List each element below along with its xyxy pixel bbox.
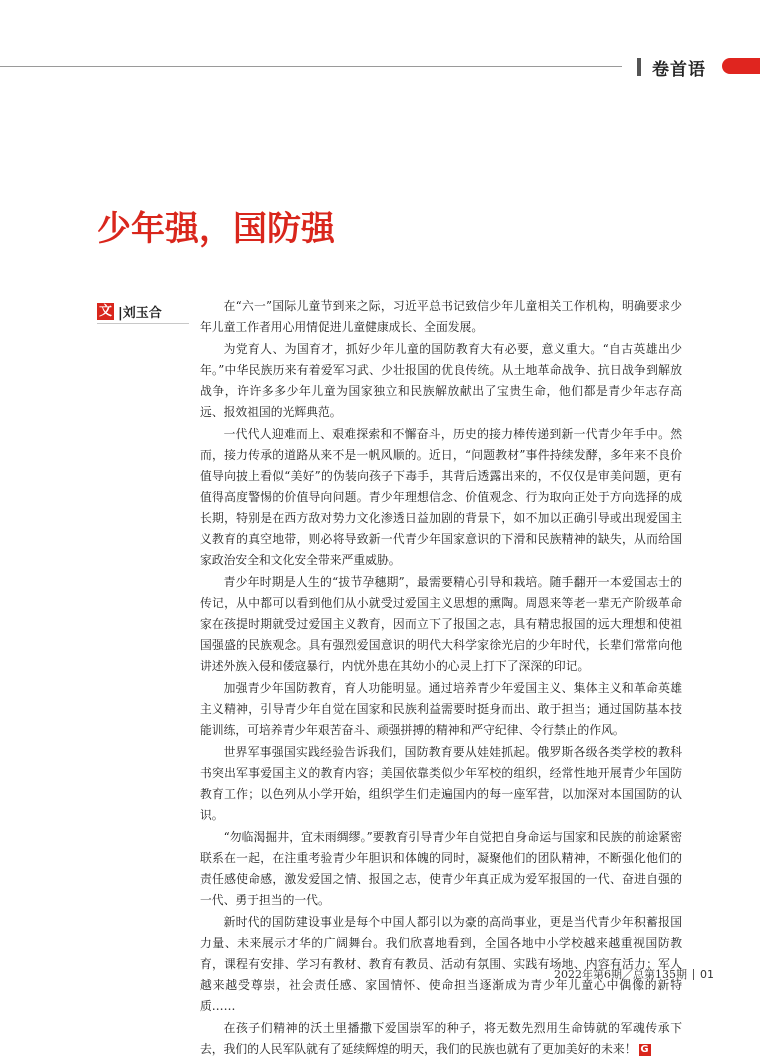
issue-info: 2022年第6期／总第135期: [554, 968, 687, 981]
page-number: 01: [700, 967, 714, 981]
header-divider-bar: [637, 58, 641, 76]
paragraph-9: [200, 1018, 682, 1060]
paragraph-4: 青少年时期是人生的“拔节孕穗期”，最需要精心引导和栽培。随手翻开一本爱国志士的传记，从中都可以看到他们从小就受过爱国主义思想的熏陶。周恩来等老一辈无产阶级革命家在孩提时期就受过爱国主义教育，因而立下了报国之志，具有精忠报国的远大理想和使祖国强盛的民族观念。具有强烈爱国意识的明代大科学家徐光启的少年时代，长辈们常常向他讲述外族入侵和倭寇暴行，内忧外患在其幼小的心灵上打下了深深的印记。: [200, 575, 682, 673]
paragraph-3: 一代代人迎难而上、艰难探索和不懈奋斗，历史的接力棒传递到新一代青少年手中。然而，接力传承的道路从来不是一帆风顺的。近日，“问题教材”事件持续发酵，多年来不良价值导向披上看似“美好”的伪装向孩子下毒手，其背后透露出来的，不仅仅是审美问题，更有值得高度警惕的价值导向问题。青少年理想信念、价值观念、行为取向正处于方向选择的成长期，特别是在西方敌对势力文化渗透日益加剧的背景下，如不加以正确引导或出现爱国主义教育的真空地带，则必将导致新一代青少年国家意识的下滑和民族精神的缺失，从而给国家政治安全和文化安全带来严重威胁。: [200, 427, 682, 567]
end-mark-icon: G: [640, 1044, 649, 1055]
article-body: [200, 296, 682, 1061]
byline: [97, 302, 162, 321]
paragraph-9-text: 在孩子们精神的沃土里播撒下爱国崇军的种子，将无数先烈用生命铸就的军魂传承下去，我们的人民军队就有了延续辉煌的明天，我们的民族也就有了更加美好的未来！: [200, 1021, 682, 1056]
byline-underline: [97, 323, 189, 324]
paragraph-5: 加强青少年国防教育，育人功能明显。通过培养青少年爱国主义、集体主义和革命英雄主义精神，引导青少年自觉在国家和民族利益需要时挺身而出、敢于担当；通过国防基本技能训练，可培养青少年艰苦奋斗、顽强拼搏的精神和严守纪律、令行禁止的作风。: [200, 681, 682, 737]
paragraph-2: 为党育人、为国育才，抓好少年儿童的国防教育大有必要，意义重大。“自古英雄出少年。”中华民族历来有着爱军习武、少壮报国的优良传统。从土地革命战争、抗日战争到解放战争，许许多多少年儿童为国家独立和民族解放献出了宝贵生命，他们都是青少年志存高远、报效祖国的光辉典范。: [200, 342, 682, 419]
paragraph-7: “勿临渴掘井，宜未雨绸缪。”要教育引导青少年自觉把自身命运与国家和民族的前途紧密联系在一起，在注重考验青少年胆识和体魄的同时，凝聚他们的团队精神，不断强化他们的责任感使命感，激发爱国之情、报国之志，使青少年真正成为爱军报国的一代、奋进自强的一代、勇于担当的一代。: [200, 830, 682, 907]
paragraph-6: 世界军事强国实践经验告诉我们，国防教育要从娃娃抓起。俄罗斯各级各类学校的教科书突出军事爱国主义的教育内容；美国依靠类似少年军校的组织，经常性地开展青少年国防教育工作；以色列从小学开始，组织学生们走遍国内的每一座军营，以加深对本国国防的认识。: [200, 745, 682, 822]
page-footer: [554, 966, 714, 982]
section-name: 卷首语: [652, 60, 706, 80]
author-name: |刘玉合: [118, 306, 162, 321]
section-tab-marker: [722, 58, 760, 74]
paragraph-1: 在“六一”国际儿童节到来之际，习近平总书记致信少年儿童相关工作机构，明确要求少年儿童工作者用心用情促进儿童健康成长、全面发展。: [200, 299, 682, 334]
footer-divider: [693, 969, 694, 980]
paragraph-8: 新时代的国防建设事业是每个中国人都引以为豪的高尚事业，更是当代青少年积蓄报国力量、未来展示才华的广阔舞台。我们欣喜地看到，全国各地中小学校越来越重视国防教育，课程有安排、学习有教材、教育有教员、活动有氛围、实践有场地、内容有活力；军人越来越受尊崇，社会责任感、家国情怀、使命担当逐渐成为青少年儿童心中偶像的新特质……: [200, 915, 682, 1013]
byline-tag: 文: [98, 304, 112, 319]
article-title: 少年强，国防强: [97, 209, 335, 249]
header-rule: [0, 66, 622, 67]
